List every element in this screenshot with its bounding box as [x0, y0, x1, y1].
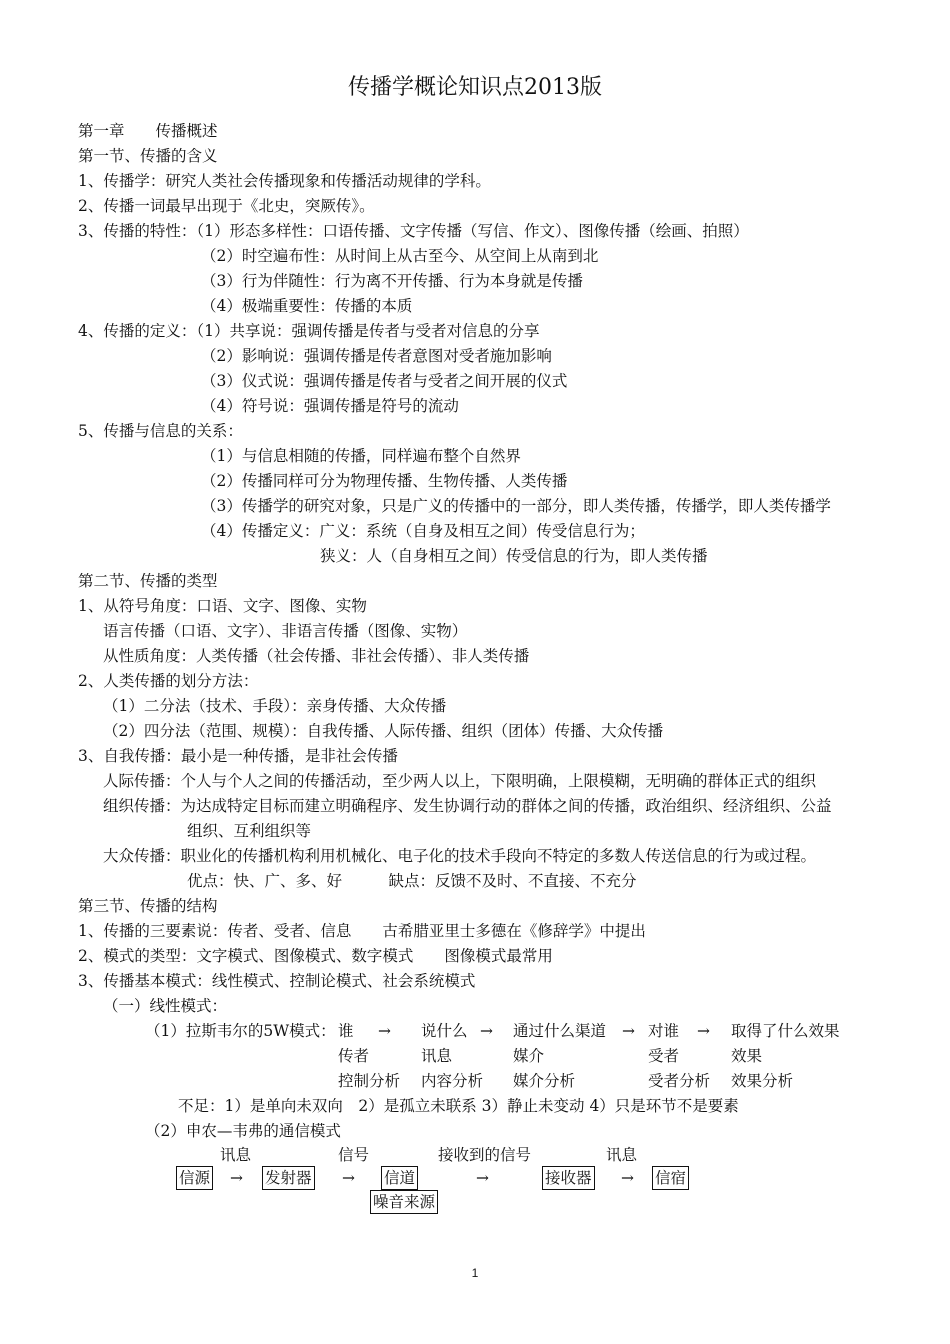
lasswell-cell: 通过什么渠道	[513, 1022, 607, 1040]
diagram-label: 接收到的信号	[438, 1146, 532, 1164]
section-heading: 第二节、传播的类型	[78, 572, 218, 590]
text-line: （4）传播定义：广义：系统（自身及相互之间）传受信息行为；	[201, 522, 645, 540]
lasswell-cell: 说什么	[421, 1022, 468, 1040]
text-line: 1、传播的三要素说：传者、受者、信息 古希腊亚里士多德在《修辞学》中提出	[78, 922, 646, 940]
text-line: 2、传播一词最早出现于《北史，突厥传》。	[78, 197, 375, 215]
text-line: （2）时空遍布性：从时间上从古至今、从空间上从南到北	[201, 247, 599, 265]
text-line: （3）行为伴随性：行为离不开传播、行为本身就是传播	[201, 272, 583, 290]
lasswell-cell: 控制分析	[338, 1072, 401, 1090]
lasswell-cell: 对谁	[648, 1022, 680, 1040]
transmitter-box: 发射器	[262, 1166, 315, 1190]
page-title: 传播学概论知识点2013版	[348, 75, 602, 100]
lasswell-cell: 效果分析	[731, 1072, 794, 1090]
lasswell-cell: 媒介分析	[513, 1072, 576, 1090]
receiver-box: 接收器	[542, 1166, 595, 1190]
arrow-right-icon: →	[480, 1022, 493, 1040]
text-line: （3）仪式说：强调传播是传者与受者之间开展的仪式	[201, 372, 568, 390]
arrow-right-icon: →	[230, 1169, 243, 1187]
section-heading: 第一节、传播的含义	[78, 147, 218, 165]
text-line: 从性质角度：人类传播（社会传播、非社会传播）、非人类传播	[103, 647, 530, 665]
lasswell-cell: 受者	[648, 1047, 680, 1065]
arrow-right-icon: →	[621, 1169, 634, 1187]
diagram-label: 讯息	[606, 1146, 638, 1164]
channel-box: 信道	[381, 1166, 418, 1190]
text-line: 语言传播（口语、文字）、非语言传播（图像、实物）	[103, 622, 468, 640]
text-line: 1、从符号角度：口语、文字、图像、实物	[78, 597, 367, 615]
text-line: （2）四分法（范围、规模）：自我传播、人际传播、组织（团体）传播、大众传播	[103, 722, 664, 740]
destination-box: 信宿	[652, 1166, 689, 1190]
text-line: 人际传播：个人与个人之间的传播活动，至少两人以上，下限明确，上限模糊，无明确的群体正式的组织	[103, 772, 817, 790]
lasswell-cell: 效果	[731, 1047, 763, 1065]
chapter-heading: 第一章 传播概述	[78, 122, 218, 140]
text-line: （一）线性模式：	[103, 997, 228, 1015]
noise-source-box: 噪音来源	[370, 1190, 438, 1214]
lasswell-cell: 讯息	[421, 1047, 453, 1065]
source-box: 信源	[176, 1166, 213, 1190]
lasswell-cell: 传者	[338, 1047, 370, 1065]
text-line: （4）极端重要性：传播的本质	[201, 297, 413, 315]
text-line: 3、自我传播：最小是一种传播，是非社会传播	[78, 747, 398, 765]
page-number: 1	[471, 1266, 479, 1280]
lasswell-cell: 受者分析	[648, 1072, 711, 1090]
text-line: （2）传播同样可分为物理传播、生物传播、人类传播	[201, 472, 568, 490]
lasswell-cell: 谁	[338, 1022, 354, 1040]
text-line: （4）符号说：强调传播是符号的流动	[201, 397, 459, 415]
text-line: 2、模式的类型：文字模式、图像模式、数字模式 图像模式最常用	[78, 947, 553, 965]
text-line: 组织、互利组织等	[187, 822, 312, 840]
text-line: 大众传播：职业化的传播机构利用机械化、电子化的技术手段向不特定的多数人传送信息的行为或过程。	[103, 847, 817, 865]
text-line: 4、传播的定义：（1）共享说：强调传播是传者与受者对信息的分享	[78, 322, 540, 340]
text-line: 组织传播：为达成特定目标而建立明确程序、发生协调行动的群体之间的传播，政治组织、经济组织、公益	[103, 797, 832, 815]
lasswell-cell: 媒介	[513, 1047, 545, 1065]
section-heading: 第三节、传播的结构	[78, 897, 218, 915]
arrow-right-icon: →	[697, 1022, 710, 1040]
text-line: （3）传播学的研究对象，只是广义的传播中的一部分，即人类传播，传播学，即人类传播学	[201, 497, 831, 515]
diagram-label: 讯息	[220, 1146, 252, 1164]
text-line: （2）影响说：强调传播是传者意图对受者施加影响	[201, 347, 552, 365]
text-line: （1）二分法（技术、手段）：亲身传播、大众传播	[103, 697, 447, 715]
text-line: （1）拉斯韦尔的5W模式：	[145, 1022, 336, 1040]
lasswell-cell: 取得了什么效果	[731, 1022, 840, 1040]
text-line: 5、传播与信息的关系：	[78, 422, 243, 440]
text-line: （2）申农—韦弗的通信模式	[145, 1122, 341, 1140]
text-line: 2、人类传播的划分方法：	[78, 672, 259, 690]
lasswell-cell: 内容分析	[421, 1072, 484, 1090]
diagram-label: 信号	[338, 1146, 370, 1164]
text-line: 1、传播学：研究人类社会传播现象和传播活动规律的学科。	[78, 172, 491, 190]
text-line: 3、传播的特性：（1）形态多样性：口语传播、文字传播（写信、作文）、图像传播（绘画、拍照）	[78, 222, 749, 240]
arrow-right-icon: →	[378, 1022, 391, 1040]
arrow-right-icon: →	[476, 1169, 489, 1187]
text-line: （1）与信息相随的传播，同样遍布整个自然界	[201, 447, 521, 465]
text-line: 3、传播基本模式：线性模式、控制论模式、社会系统模式	[78, 972, 476, 990]
text-line: 优点：快、广、多、好 缺点：反馈不及时、不直接、不充分	[187, 872, 637, 890]
text-line: 不足：1）是单向未双向 2）是孤立未联系 3）静止未变动 4）只是环节不是要素	[178, 1097, 739, 1115]
arrow-right-icon: →	[342, 1169, 355, 1187]
text-line: 狭义：人（自身相互之间）传受信息的行为，即人类传播	[320, 547, 708, 565]
arrow-right-icon: →	[622, 1022, 635, 1040]
